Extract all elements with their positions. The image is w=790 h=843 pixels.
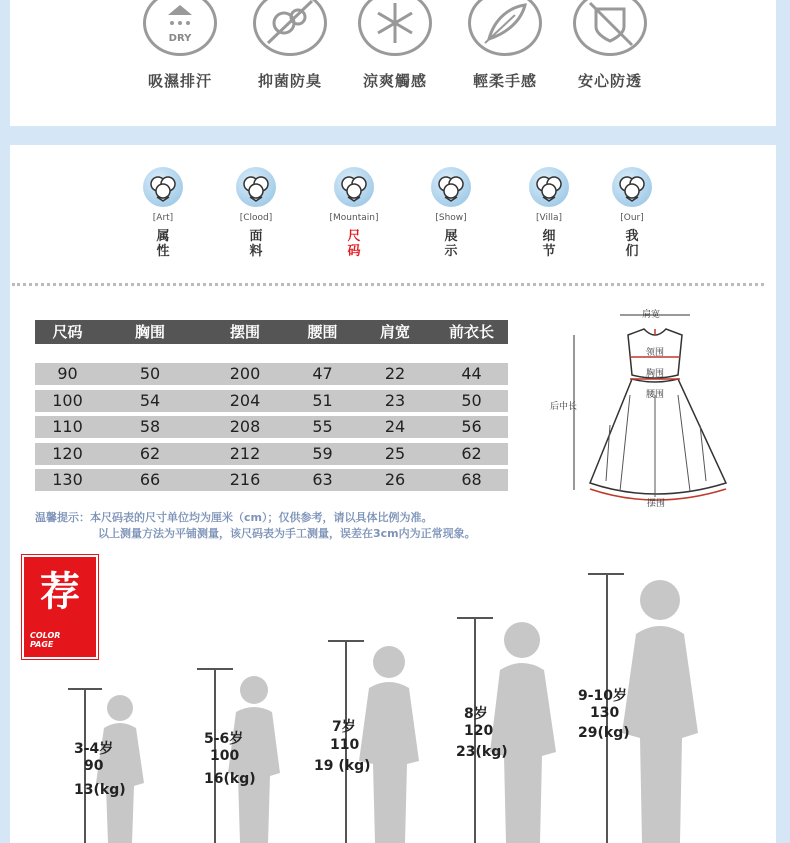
dress-illustration [550,305,740,515]
table-cell: 110 [52,417,83,436]
header-cell: 摆围 [229,323,260,341]
table-row [35,416,508,438]
features-panel [10,0,776,126]
dress-length-label: 后中长 [550,402,578,412]
dress-chest-label: 胸围 [646,369,665,379]
nav-cn-label: 属性 [156,229,170,259]
badge-text-line1: COLOR [30,631,61,640]
nav-en-label: [Our] [620,213,644,223]
recommend-char: 荐 [40,568,80,615]
table-cell: 24 [384,417,406,436]
kid-height: 110 [330,737,360,753]
header-cell: 肩宽 [379,323,410,341]
kid-weight: 19 (kg) [314,758,371,774]
size-table [35,320,508,496]
table-cell: 68 [461,470,482,489]
table-cell: 200 [229,364,261,383]
kid-height: 90 [84,758,104,774]
cotton-icon [334,167,374,207]
nav-cn-label: 我们 [625,229,639,259]
child-silhouette [347,636,437,843]
kid-age: 3-4岁 [74,741,114,757]
size-tip-line2: 以上测量方法为平铺测量，该尺码表为手工测量，误差在3cm内为正常现象。 [98,527,476,540]
safety-icon [573,0,647,56]
feature-cool [340,0,450,91]
dress-hem-label: 摆围 [647,499,666,509]
kid-height: 130 [590,705,620,721]
table-cell: 204 [229,390,261,410]
cotton-icon [236,167,276,207]
feature-label: 安心防透 [577,72,642,90]
cotton-icon [529,167,569,207]
size-panel [10,145,776,550]
feature-antibacterial [235,0,345,91]
feature-label: 抑菌防臭 [257,72,322,90]
table-cell: 55 [312,417,333,436]
table-cell: 63 [312,470,333,489]
table-cell: 216 [229,470,261,489]
nav-en-label: [Art] [152,213,174,223]
table-cell: 59 [312,443,333,463]
dry-icon-text: DRY [168,33,192,44]
nav-item-details[interactable] [514,167,584,259]
table-cell: 56 [461,417,482,436]
table-cell: 50 [139,364,161,383]
table-cell: 62 [139,443,161,463]
feature-label: 輕柔手感 [472,72,537,90]
table-cell: 208 [229,417,261,436]
kid-weight: 29(kg) [578,725,630,741]
table-cell: 212 [229,443,261,463]
table-row [35,363,508,385]
table-row [35,443,508,465]
kid-age: 7岁 [332,719,356,735]
badge-text [30,631,60,649]
nav-en-label: [Mountain] [329,213,379,223]
table-cell: 54 [139,390,161,410]
kid-age: 9-10岁 [578,688,628,704]
table-row [35,390,508,412]
feature-soft [450,0,560,91]
cotton-icon [431,167,471,207]
kid-weight: 23(kg) [456,744,508,760]
snowflake-icon [358,0,432,56]
child-silhouette [610,568,720,843]
nav-cn-label: 展示 [444,229,458,259]
table-cell: 100 [52,390,83,410]
dress-diagram [550,305,740,515]
nav-cn-label: 面料 [249,229,263,259]
nav-en-label: [Show] [435,213,467,223]
feature-safe [555,0,665,91]
nav-item-fabric[interactable] [221,167,291,259]
nav-item-about[interactable] [597,167,667,259]
table-cell: 120 [52,443,83,463]
kid-weight: 13(kg) [74,782,126,798]
feature-label: 吸濕排汗 [147,72,212,90]
header-cell: 尺码 [52,323,83,341]
nav-item-show[interactable] [416,167,486,259]
table-cell: 50 [461,390,482,410]
header-cell: 前衣长 [448,323,494,341]
table-cell: 47 [312,364,333,383]
table-cell: 23 [384,390,406,410]
table-cell: 58 [139,417,161,436]
kid-height: 100 [210,748,240,764]
nav-en-label: [Clood] [239,213,273,223]
dress-shoulder-label: 肩宽 [642,310,661,320]
table-cell: 66 [139,470,161,489]
nav-en-label: [Villa] [536,213,562,223]
table-cell: 26 [384,470,406,489]
cotton-icon [612,167,652,207]
table-cell: 90 [57,364,78,383]
recommend-badge [22,555,98,659]
cotton-icon [143,167,183,207]
kid-age: 8岁 [464,706,488,722]
nav-item-size[interactable] [319,167,389,259]
table-cell: 51 [312,390,333,410]
size-tip-line1: 温馨提示：本尺码表的尺寸单位均为厘米（cm）；仅供参考，请以具体比例为准。 [35,511,433,524]
nav-item-attributes[interactable] [128,167,198,259]
nav-cn-label: 尺码 [347,229,361,259]
table-cell: 44 [461,364,482,383]
table-header [35,320,508,344]
table-cell: 25 [384,443,406,463]
header-cell: 胸围 [134,323,165,341]
kid-height: 120 [464,723,494,739]
antibacterial-icon [253,0,327,56]
dress-neck-label: 领围 [646,348,665,358]
header-cell: 腰围 [307,323,338,341]
badge-text-line2: PAGE [30,640,54,649]
table-cell: 130 [52,470,83,489]
feature-label: 涼爽觸感 [362,72,427,90]
dotted-divider [12,283,764,286]
table-row [35,469,508,491]
dry-icon [143,0,217,56]
table-cell: 62 [461,443,482,463]
height-panel [10,550,776,843]
kid-weight: 16(kg) [204,771,256,787]
nav-cn-label: 细节 [542,229,556,259]
kid-age: 5-6岁 [204,731,244,747]
dress-waist-label: 腰围 [646,390,665,400]
feature-dry [125,0,235,91]
table-cell: 22 [384,364,406,383]
feather-icon [468,0,542,56]
